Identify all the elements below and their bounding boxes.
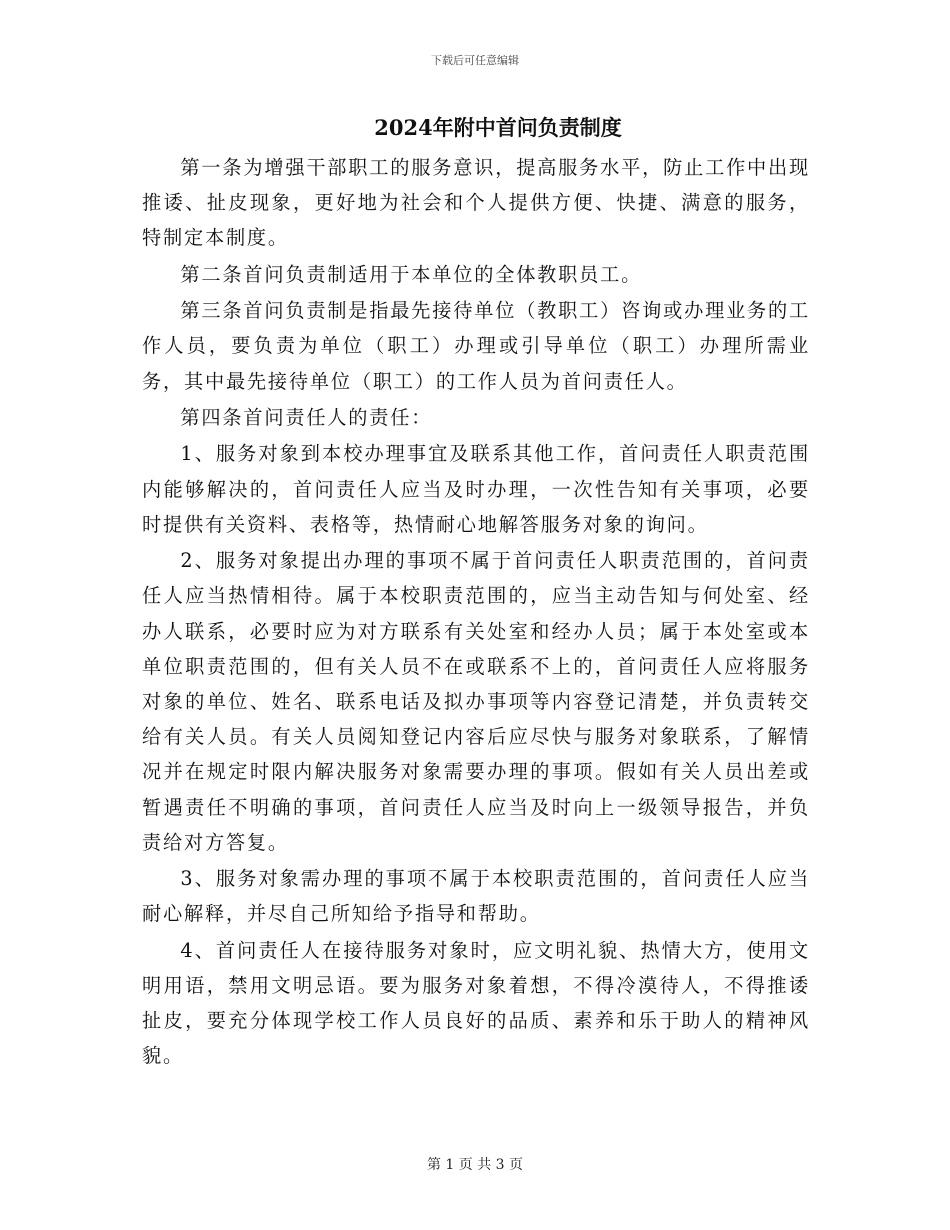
paragraph-article-4: 第四条首问责任人的责任： xyxy=(180,405,433,429)
paragraph-article-3: 第三条首问负责制是指最先接待单位（教职工）咨询或办理业务的工作人员，要负责为单位（职工）办理或引导单位（职工）办理所需业务，其中最先接待单位（职工）的工作人员为首问责任人。 xyxy=(142,299,811,393)
paragraph-article-1: 第一条为增强干部职工的服务意识，提高服务水平，防止工作中出现推诿、扯皮现象，更好地为社会和个人提供方便、快捷、满意的服务，特制定本制度。 xyxy=(142,156,811,250)
document-title: 2024年附中首问负责制度 xyxy=(374,115,622,140)
page-footer-page-number: 第 1 页 共 3 页 xyxy=(426,1157,524,1173)
document-body xyxy=(142,150,810,1075)
page-header-note: 下载后可任意编辑 xyxy=(431,54,519,67)
paragraph-item-1: 1、服务对象到本校办理事宜及联系其他工作，首问责任人职责范围内能够解决的，首问责任人应当及时办理，一次性告知有关事项，必要时提供有关资料、表格等，热情耐心地解答服务对象的询问。 xyxy=(142,442,810,536)
paragraph-article-2: 第二条首问负责制适用于本单位的全体教职员工。 xyxy=(180,262,643,286)
paragraph-item-3: 3、服务对象需办理的事项不属于本校职责范围的，首问责任人应当耐心解释，并尽自己所知给予指导和帮助。 xyxy=(142,867,810,926)
paragraph-item-4: 4、首问责任人在接待服务对象时，应文明礼貌、热情大方，使用文明用语，禁用文明忌语。要为服务对象着想，不得冷漠待人，不得推诿扯皮，要充分体现学校工作人员良好的品质、素养和乐于助人的精神风貌。 xyxy=(142,938,810,1068)
paragraph-item-2: 2、服务对象提出办理的事项不属于首问责任人职责范围的，首问责任人应当热情相待。属于本校职责范围的，应当主动告知与何处室、经办人联系，必要时应为对方联系有关处室和经办人员；属于本处室或本单位职责范围的，但有关人员不在或联系不上的，首问责任人应将服务对象的单位、姓名、联系电话及拟办事项等内容登记清楚，并负责转交给有关人员。有关人员阅知登记内容后应尽快与服务对象联系，了解情况并在规定时限内解决服务对象需要办理的事项。假如有关人员出差或暂遇责任不明确的事项，首问责任人应当及时向上一级领导报告，并负责给对方答复。 xyxy=(142,549,810,854)
